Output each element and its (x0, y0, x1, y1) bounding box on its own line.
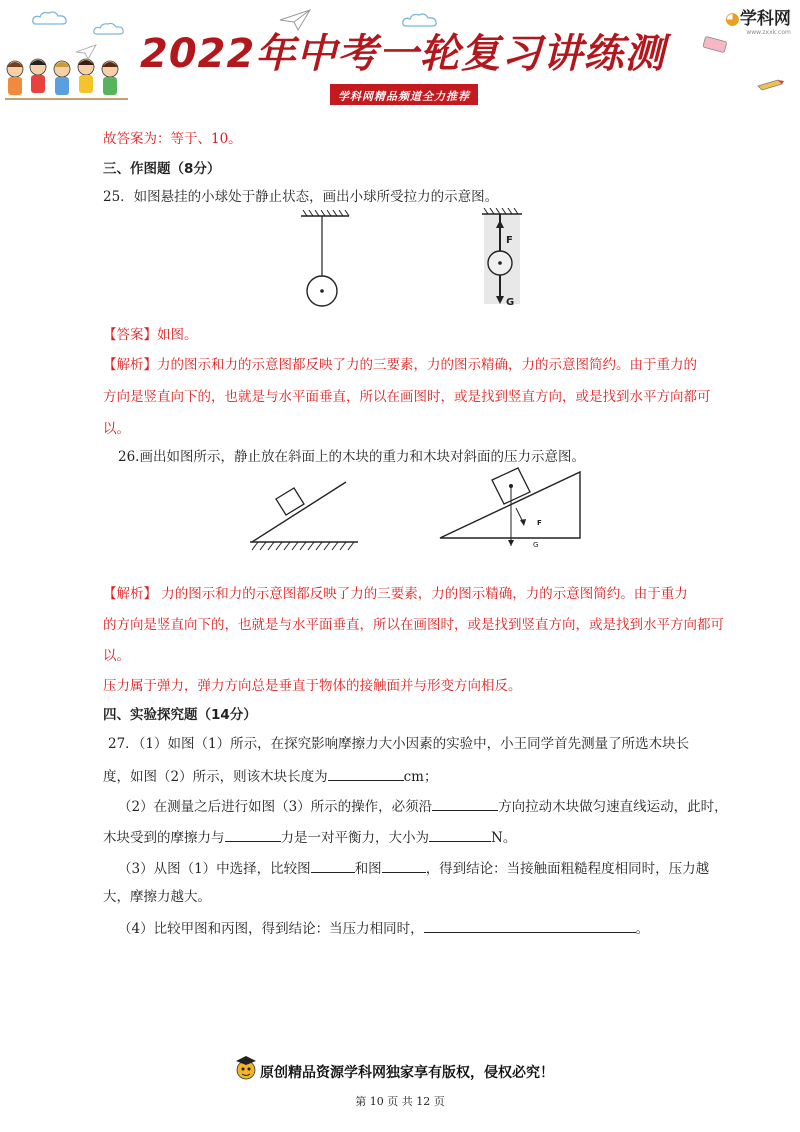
pencil-icon (756, 78, 786, 92)
page-number: 第 10 页 共 12 页 (355, 1095, 445, 1108)
q27-part2-text: 木块受到的摩擦力与 (103, 830, 225, 846)
copyright-notice: 原创精品资源学科网独家享有版权，侵权必究！ (260, 1065, 554, 1081)
label-g: G (533, 541, 539, 549)
cloud-icon (30, 8, 70, 28)
q25-analysis-line-3: 以。 (103, 421, 130, 437)
question-25: 25．如图悬挂的小球处于静止状态，画出小球所受拉力的示意图。 (103, 189, 499, 205)
paper-plane-icon (75, 44, 97, 60)
q25-analysis-line-2: 方向是竖直向下的，也就是与水平面垂直，所以在画图时，或是找到竖直方向，或是找到水平方向都可 (103, 389, 711, 405)
mascot-icon (232, 1054, 260, 1082)
header-subtitle: 学科网精品频道全力推荐 (338, 90, 470, 103)
q27-part1-unit: cm； (403, 769, 438, 785)
q27-part1-line-2 (103, 766, 437, 786)
answer-blank[interactable] (432, 796, 498, 811)
q26-force-label-g (532, 538, 542, 550)
q26-analysis-line-1: 【解析】 力的图示和力的示意图都反映了力的三要素，力的图示精确，力的示意图简约。由于重力 (103, 586, 688, 602)
q27-part3-line-1 (118, 858, 709, 878)
q27-part4-text: （4）比较甲图和丙图，得到结论：当压力相同时， (118, 921, 424, 937)
q27-part4-line (118, 918, 649, 938)
logo-text: 学科网 (739, 9, 791, 29)
q27-part3-text-mid: 和图 (354, 861, 382, 877)
q26-analysis-line-2: 的方向是竖直向下的，也就是与水平面垂直，所以在画图时，或是找到竖直方向，或是找到水平方向都可 (103, 617, 724, 633)
eraser-icon (700, 34, 732, 56)
q27-part2-text: （2）在测量之后进行如图（3）所示的操作，必须沿 (118, 799, 433, 815)
q26-analysis-line-3: 以。 (103, 648, 130, 664)
label-f: F (506, 235, 513, 246)
header-title: 2022年中考一轮复习讲练测 (140, 31, 666, 77)
cloud-icon (92, 20, 126, 38)
q26-analysis-line-4: 压力属于弹力，弹力方向总是垂直于物体的接触面并与形变方向相反。 (103, 678, 522, 694)
q25-analysis-line-1: 【解析】力的图示和力的示意图都反映了力的三要素，力的图示精确，力的示意图简约。由于重力的 (103, 357, 697, 373)
q26-force-label-f (536, 516, 546, 528)
q27-part2-unit: N。 (491, 830, 517, 846)
q27-part4-end: 。 (635, 921, 650, 937)
logo-url: www.zxxk.com (746, 29, 791, 36)
q25-answer (103, 326, 198, 344)
q27-part1-text: 度，如图（2）所示，则该木块长度为 (103, 769, 328, 785)
answer-blank[interactable] (311, 858, 355, 873)
q27-part1-line-1: 27．（1）如图（1）所示，在探究影响摩擦力大小因素的实验中，小王同学首先测量了所选木块长 (108, 736, 690, 752)
q27-part2-text-mid: 力是一对平衡力，大小为 (280, 830, 429, 846)
q25-answer-text: 【答案】如图。 (103, 327, 198, 343)
section-title: 四、实验探究题（14分） (103, 707, 257, 723)
logo-mascot-icon: ◕ (725, 9, 740, 29)
question-26: 26.画出如图所示，静止放在斜面上的木块的重力和木块对斜面的压力示意图。 (118, 449, 585, 465)
q27-part2-text-cont: 方向拉动木块做匀速直线运动，此时， (498, 799, 728, 815)
hanging-ball-figure (295, 210, 355, 314)
q25-force-label-f (505, 232, 517, 246)
q27-part3-text: （3）从图（1）中选择，比较图 (118, 861, 311, 877)
answer-blank[interactable] (429, 827, 491, 842)
page-header (0, 0, 800, 110)
answer-blank[interactable] (424, 918, 636, 933)
q25-force-label-g (505, 294, 517, 308)
incline-force-figure (436, 466, 586, 554)
section-title: 三、作图题（8分） (103, 161, 221, 177)
label-g: G (506, 297, 515, 308)
q27-part3-line-2: 大，摩擦力越大。 (103, 889, 211, 905)
q27-part2-line-2 (103, 827, 516, 847)
children-illustration (0, 55, 135, 105)
header-subtitle-badge (330, 84, 478, 105)
previous-answer: 故答案为：等于、10。 (103, 131, 242, 147)
incline-block-figure (248, 478, 360, 554)
q27-part3-text-cont: ，得到结论：当接触面粗糙程度相同时，压力越 (425, 861, 710, 877)
q27-part2-line-1 (118, 796, 728, 816)
answer-blank[interactable] (225, 827, 281, 842)
answer-blank[interactable] (382, 858, 426, 873)
answer-blank[interactable] (328, 766, 404, 781)
label-f: F (537, 519, 542, 527)
site-logo (725, 4, 791, 36)
